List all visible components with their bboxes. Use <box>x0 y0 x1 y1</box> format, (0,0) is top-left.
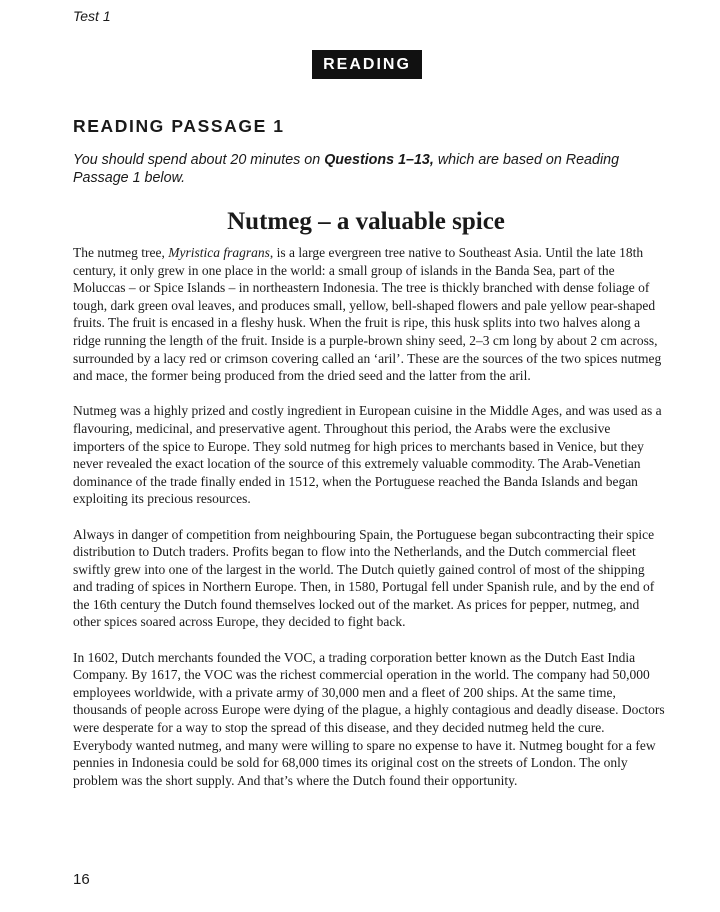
instruction-text <box>73 151 673 187</box>
instruction-questions: Questions 1–13, <box>324 152 434 168</box>
paragraph-1-lead: The nutmeg tree, <box>73 245 169 260</box>
paragraph-1 <box>73 244 665 385</box>
species-name: Myristica fragrans <box>168 245 270 260</box>
instruction-lead: You should spend about 20 minutes on <box>73 152 325 168</box>
article-title: Nutmeg – a valuable spice <box>227 208 505 235</box>
passage-heading: READING PASSAGE 1 <box>73 116 285 136</box>
paragraph-2: Nutmeg was a highly prized and costly ingredient in European cuisine in the Middle Ages, and was used as a flavouring, medicinal, and preservative agent. Throughout this period, the Arabs were the exclusive importers of the spice to Europe. They sold nutmeg for high prices to merchants based in Venice, but they never revealed the exact location of the source of this extremely valuable commodity. The Arab-Venetian dominance of the trade finally ended in 1512, when the Portuguese reached the Banda Islands and began exploiting its precious resources. <box>73 403 662 507</box>
page-number: 16 <box>73 871 90 888</box>
instruction-tail: which are based on Reading Passage 1 below. <box>73 152 620 186</box>
running-header: Test 1 <box>73 8 111 24</box>
paragraph-3: Always in danger of competition from neighbouring Spain, the Portuguese began subcontracting their spice distribution to Dutch traders. Profits began to flow into the Netherlands, and the Dutch commercial fleet swiftly grew into one of the largest in the world. The Dutch quietly gained control of most of the shipping and trading of spices in Northern Europe. Then, in 1580, Portugal fell under Spanish rule, and by the end of the 16th century the Dutch found themselves locked out of the market. As prices for pepper, nutmeg, and other spices soared across Europe, they decided to fight back. <box>73 526 655 630</box>
section-banner: READING <box>312 50 422 79</box>
article-body <box>73 244 665 789</box>
paragraph-1-rest: , is a large evergreen tree native to Southeast Asia. Until the late 18th century, it only grew in one place in the world: a small group of islands in the Banda Sea, part of the Moluccas – or Spice Islands – in northeastern Indonesia. The tree is thickly branched with dense foliage of tough, dark green oval leaves, and produces small, yellow, bell-shaped flowers and pale yellow pear-shaped fruits. The fruit is encased in a fleshy husk. When the fruit is ripe, this husk splits into two halves along a ridge running the length of the fruit. Inside is a purple-brown shiny seed, 2–3 cm long by about 2 cm across, surrounded by a lacy red or crimson covering called an ‘aril’. These are the sources of the two spices nutmeg and mace, the former being produced from the dried seed and the latter from the aril. <box>73 245 662 384</box>
paragraph-4: In 1602, Dutch merchants founded the VOC, a trading corporation better known as the Dutch East India Company. By 1617, the VOC was the richest commercial operation in the world. The company had 50,000 employees worldwide, with a private army of 30,000 men and a fleet of 200 ships. At the same time, thousands of people across Europe were dying of the plague, a highly contagious and deadly disease. Doctors were desperate for a way to stop the spread of this disease, and they decided nutmeg held the cure. Everybody wanted nutmeg, and many were willing to spare no expense to have it. Nutmeg bought for a few pennies in Indonesia could be sold for 68,000 times its original cost on the streets of London. The only problem was the short supply. And that’s where the Dutch found their opportunity. <box>73 649 665 788</box>
